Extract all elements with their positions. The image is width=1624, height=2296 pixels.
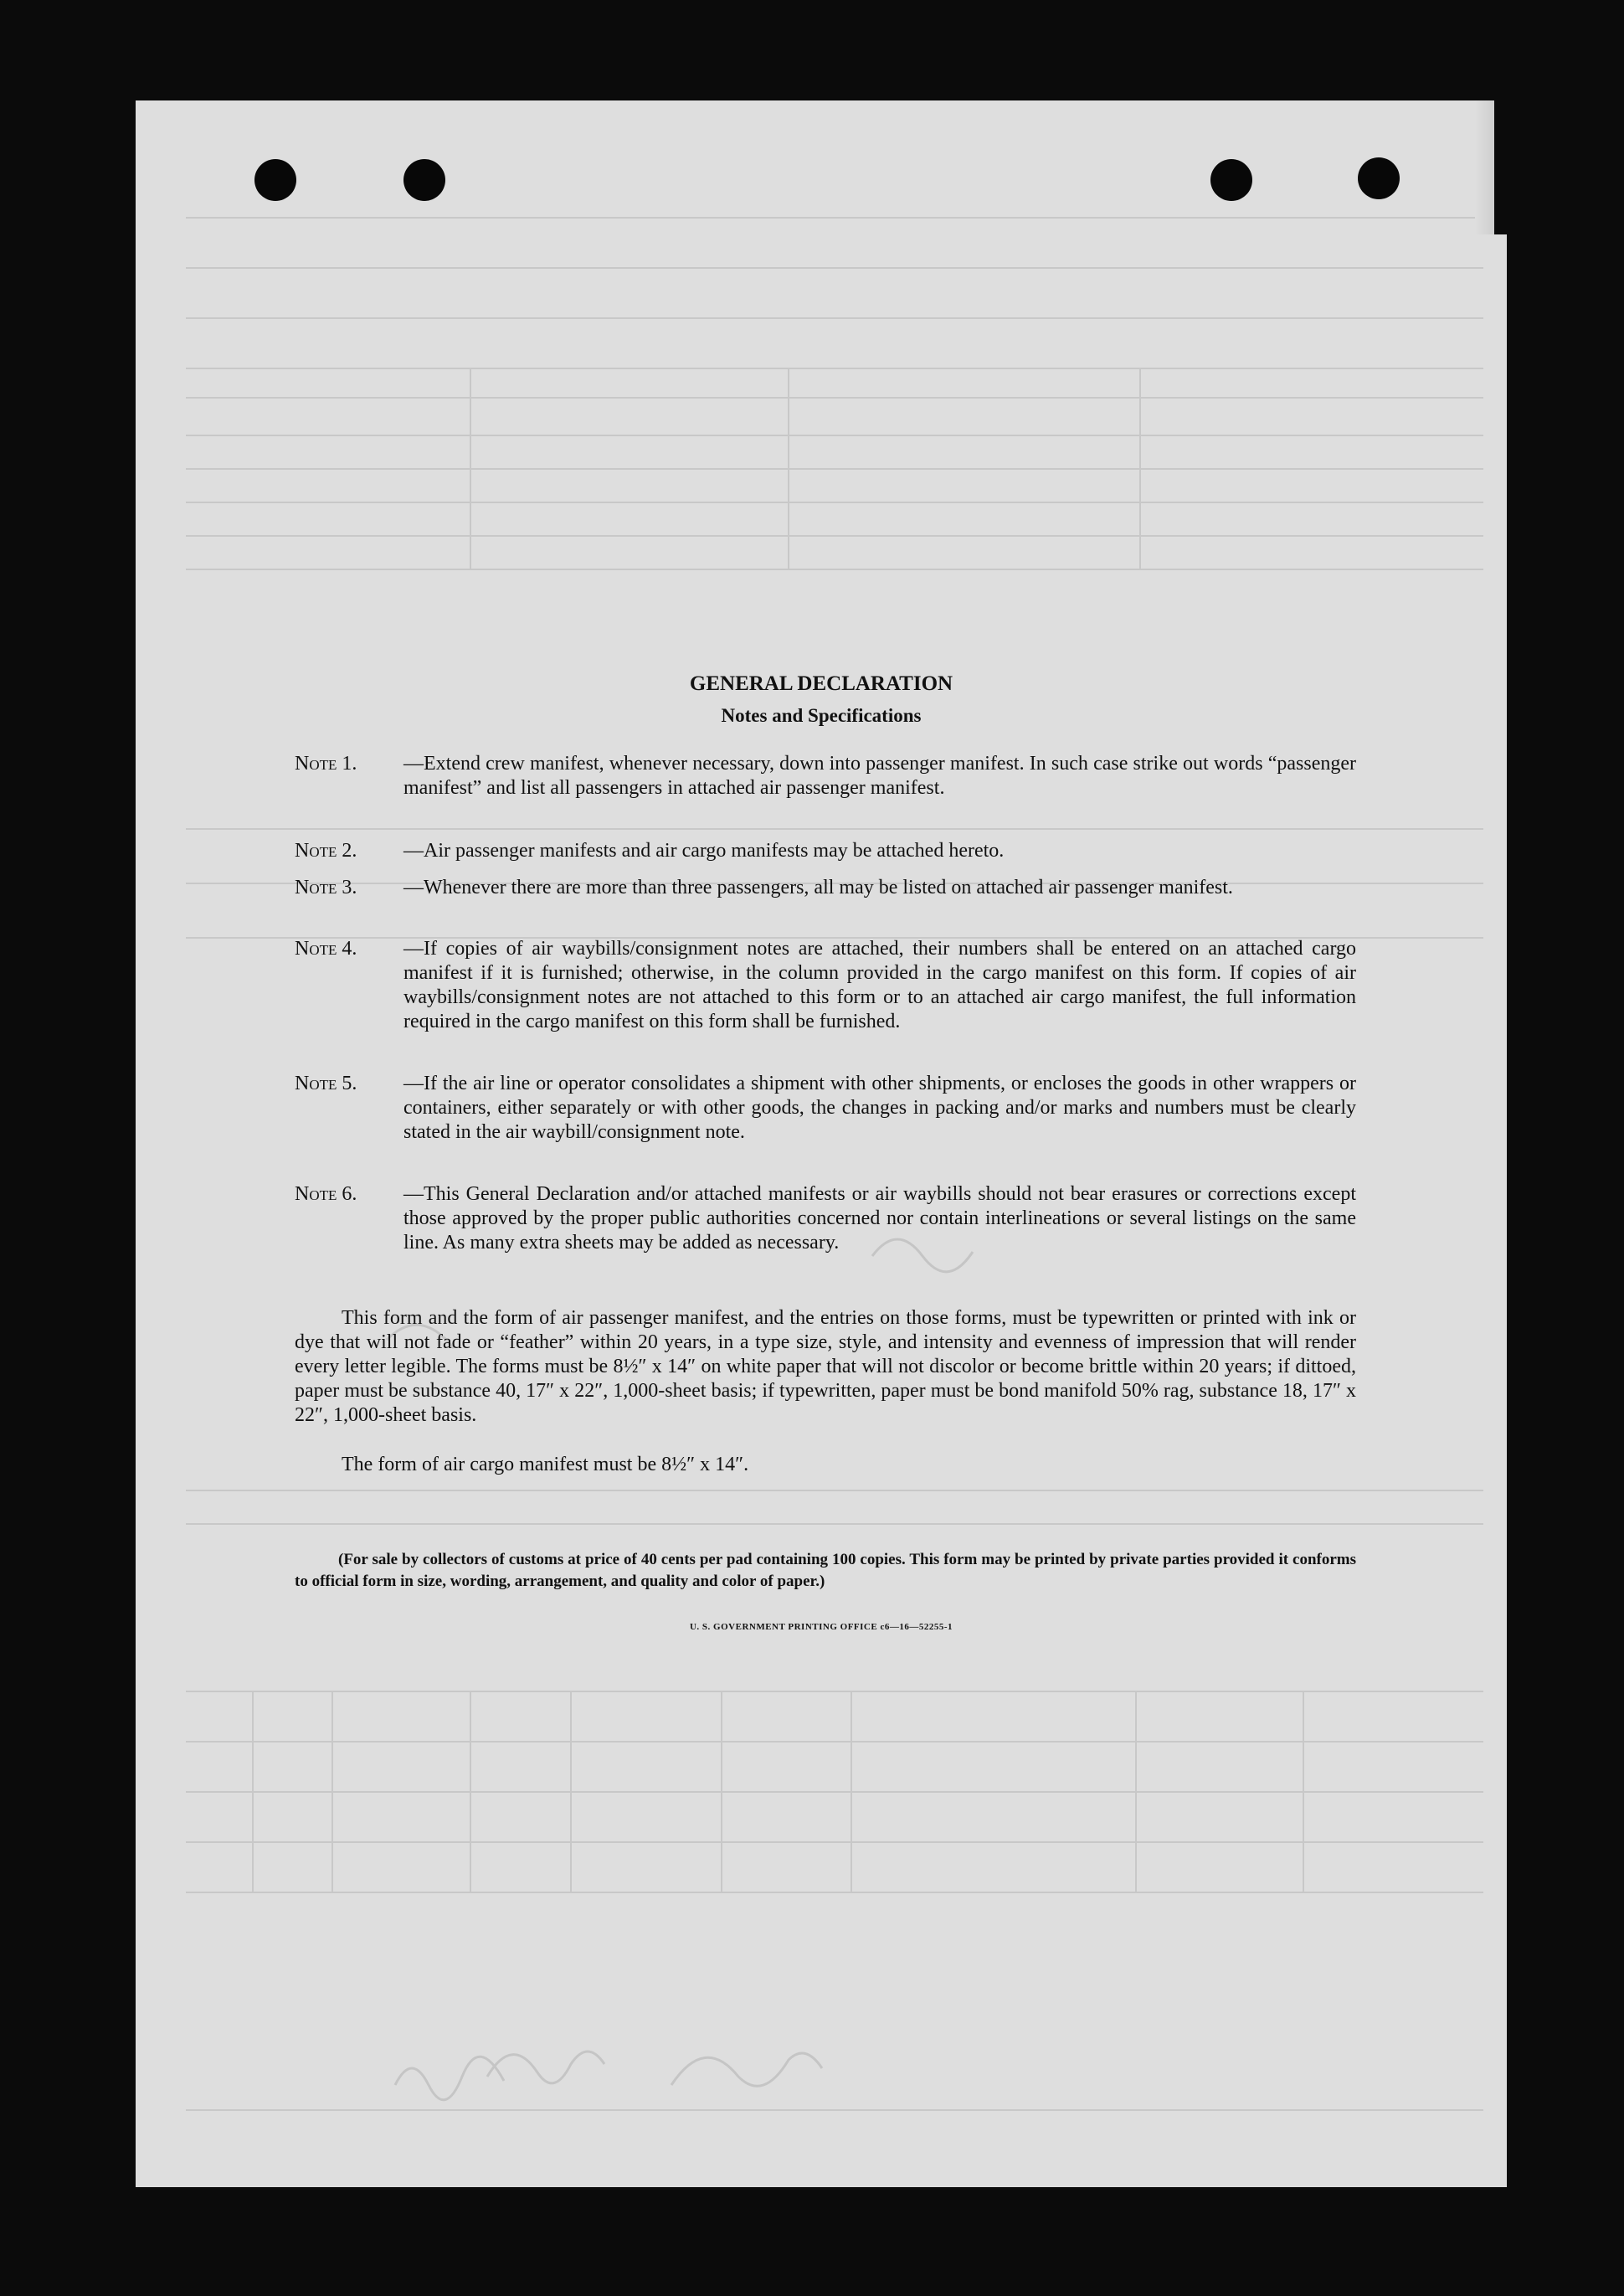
note-text: —Air passenger manifests and air cargo manifests may be attached hereto. [403, 840, 1005, 862]
printing-office-imprint: U. S. GOVERNMENT PRINTING OFFICE c6—16—52255-1 [689, 1622, 953, 1632]
note-4 [295, 937, 1356, 1034]
sale-notice: (For sale by collectors of customs at price of 40 cents per pad containing 100 copies. This form may be printed by private parties provided it conforms to official form in size, wording, arrangement, and quality and color of paper.) [295, 1551, 1356, 1590]
note-text: —This General Declaration and/or attached manifests or air waybills should not bear erasures or corrections except those approved by the proper public authorities concerned nor contain interlineations or several listings on the same line. As many extra sheets may be added as necessary. [403, 1183, 1356, 1254]
note-text: —Whenever there are more than three passengers, all may be listed on attached air passenger manifest. [403, 877, 1233, 898]
note-5 [295, 1072, 1356, 1145]
page-subtitle: Notes and Specifications [721, 705, 922, 726]
note-label: Note 2. [295, 840, 357, 862]
cargo-manifest-size: The form of air cargo manifest must be 8½″ x 14″. [342, 1454, 749, 1475]
note-2 [295, 839, 1356, 863]
note-label: Note 4. [295, 938, 357, 960]
document-page [136, 100, 1507, 2187]
note-text: —If copies of air waybills/consignment notes are attached, their numbers shall be entered on an attached cargo manifest if it is furnished; otherwise, in the column provided in the cargo manifest on this form. If copies of air waybills/consignment notes are not attached to this form or to an attached air cargo manifest, the full information required in the cargo manifest on this form shall be furnished. [403, 938, 1356, 1032]
specification-paragraph: This form and the form of air passenger manifest, and the entries on those forms, must be typewritten or printed with ink or dye that will not fade or “feather” within 20 years, in a type size, style, and intensity and evenness of impression that will render every letter legible. The forms must be 8½″ x 14″ on white paper that will not discolor or become brittle within 20 years; if dittoed, paper must be substance 40, 17″ x 22″, 1,000-sheet basis; if typewritten, paper must be bond manifold 50% rag, substance 18, 17″ x 22″, 1,000-sheet basis. [295, 1307, 1356, 1426]
note-label: Note 3. [295, 877, 357, 898]
note-text: —If the air line or operator consolidates a shipment with other shipments, or encloses the goods in other wrappers or containers, either separately or with other goods, the changes in packing and/or marks and numbers must be clearly stated in the air waybill/consignment note. [403, 1073, 1356, 1143]
note-label: Note 6. [295, 1183, 357, 1205]
note-1 [295, 752, 1356, 801]
note-6 [295, 1182, 1356, 1255]
note-3 [295, 876, 1356, 900]
note-text: —Extend crew manifest, whenever necessary, down into passenger manifest. In such case strike out words “passenger manifest” and list all passengers in attached air passenger manifest. [403, 753, 1356, 799]
page-title: GENERAL DECLARATION [689, 672, 953, 695]
note-label: Note 1. [295, 753, 357, 775]
torn-edge [1475, 100, 1507, 234]
note-label: Note 5. [295, 1073, 357, 1094]
